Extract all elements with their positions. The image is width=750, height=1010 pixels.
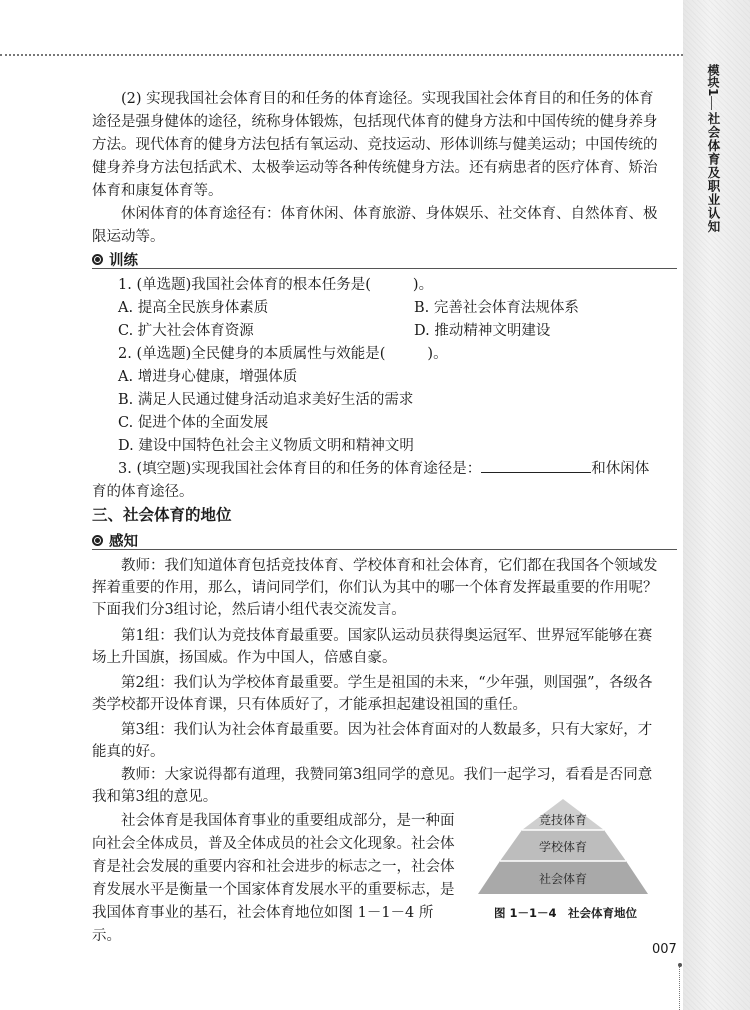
group-2-answer: 第2组：我们认为学校体育最重要。学生是祖国的未来，“少年强，则国强”，各级各类学校都开设体育课，只有体质好了，才能承担起建设祖国的重任。 [92,675,653,713]
group-1-answer: 第1组：我们认为竞技体育最重要。国家队运动员获得奥运冠军、世界冠军能够在赛场上升国旗，扬国威。作为中国人，倍感自豪。 [92,628,653,666]
question-3 [118,458,649,480]
q2-option-a: A. 增进身心健康，增强体质 [118,369,298,385]
question-3-prefix: 3. (填空题)实现我国社会体育目的和任务的体育途径是： [118,461,482,477]
training-title: 训练 [109,252,138,269]
teacher-intro: 教师：我们知道体育包括竞技体育、学校体育和社会体育，它们都在我国各个领域发挥着重要的作用，那么，请问同学们，你们认为其中的哪一个体育发挥最重要的作用呢？下面我们分3组讨论，然后请小组代表交流发言。 [92,558,658,618]
page-number: 007 [652,942,677,957]
sports-status-pyramid [478,799,648,894]
question-2 [118,343,448,365]
pyramid-bottom-label: 社会体育 [538,872,588,886]
header-dotted-rule [0,54,683,56]
teacher-conclusion: 教师：大家说得都有道理，我赞同第3组同学的意见。我们一起学习，看看是否同意我和第3组的意见。 [92,767,653,805]
question-1 [118,274,433,296]
question-2-stem: 2. (单选题)全民健身的本质属性与效能是( [118,346,386,362]
question-1-end: )。 [412,277,434,293]
perception-title: 感知 [109,533,138,550]
pyramid-middle-label: 学校体育 [538,840,588,854]
question-3-continuation: 育的体育途径。 [92,484,194,500]
question-1-stem: 1. (单选题)我国社会体育的根本任务是( [118,277,371,293]
question-2-end: )。 [427,346,448,362]
q1-option-a: A. 提高全民族身体素质 [118,300,269,316]
perception-rule [92,549,677,550]
module-divider [711,96,712,110]
paragraph-leisure-sports: 休闲体育的体育途径有：体育休闲、体育旅游、身体娱乐、社交体育、自然体育、极限运动等。 [92,206,658,245]
social-sports-status-paragraph: 社会体育是我国体育事业的重要组成部分，是一种面向社会全体成员，普及全体成员的社会文化现象。社会体育是社会发展的重要内容和社会进步的标志之一，社会体育发展水平是衡量一个国家体育发展水平的重要标志，是我国体育事业的基石，社会体育地位如图 1－1－4 所示。 [92,813,455,944]
module-title: 社会体育及职业认知 [706,112,721,234]
target-bullet-icon [92,254,103,265]
page-marker-line [679,967,681,1010]
pyramid-top-label: 竞技体育 [538,813,588,827]
group-3-answer: 第3组：我们认为社会体育最重要。因为社会体育面对的人数最多，只有大家好，才能真的好。 [92,722,653,760]
q2-option-d: D. 建设中国特色社会主义物质文明和精神文明 [118,438,414,454]
q2-option-c: C. 促进个体的全面发展 [118,415,269,431]
target-bullet-icon [92,535,103,546]
module-label: 模块1 [706,64,720,97]
question-3-suffix: 和休闲体 [591,461,650,477]
perception-heading [92,530,138,550]
training-heading [92,249,138,269]
figure-caption: 图 1－1－4 社会体育地位 [494,906,638,920]
q1-option-c: C. 扩大社会体育资源 [118,323,254,339]
training-rule [92,268,677,269]
section-heading: 三、社会体育的地位 [92,506,232,524]
q1-option-b: B. 完善社会体育法规体系 [414,300,579,316]
q1-option-d: D. 推动精神文明建设 [414,323,551,339]
fill-blank [481,458,591,473]
q2-option-b: B. 满足人民通过健身活动追求美好生活的需求 [118,392,414,408]
paragraph-fitness-methods: (2) 实现我国社会体育目的和任务的体育途径。实现我国社会体育目的和任务的体育途径是强身健体的途径，统称身体锻炼，包括现代体育的健身方法和中国传统的健身养身方法。现代体育的健身方法包括有氧运动、竞技运动、形体训练与健美运动；中国传统的健身养身方法包括武术、太极拳运动等各种传统健身方法。还有病患者的医疗体育、矫治体育和康复体育等。 [92,91,658,199]
